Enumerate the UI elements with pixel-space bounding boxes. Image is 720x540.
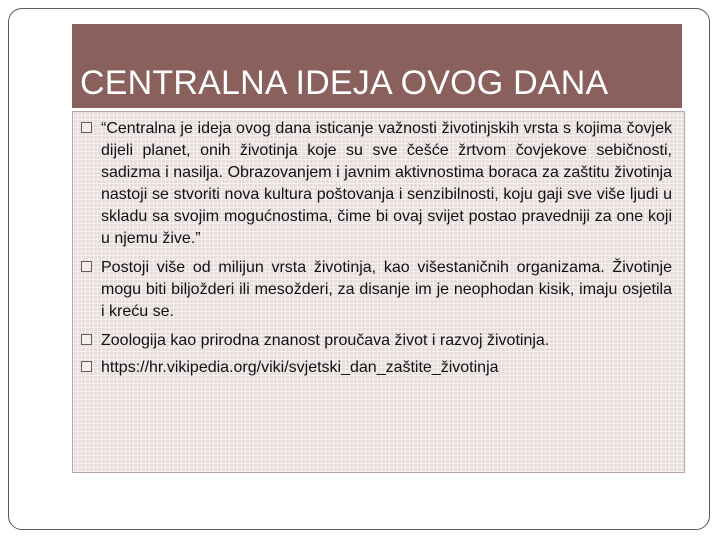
bullet-item-species (80, 257, 672, 323)
square-bullet-icon (81, 261, 92, 272)
bullet-item-link (80, 357, 672, 379)
slide-title: CENTRALNA IDEJA OVOG DANA (80, 64, 609, 102)
bullet-list (80, 118, 672, 384)
source-link[interactable]: https://hr.vikipedia.org/viki/svjetski_dan_zaštite_životinja (101, 359, 499, 376)
square-bullet-icon (81, 122, 92, 133)
bullet-text: Zoologija kao prirodna znanost proučava život i razvoj životinja. (101, 332, 550, 349)
bullet-text: “Centralna je ideja ovog dana isticanje važnosti životinjskih vrsta s kojima čovjek dijeli planet, onih životinja koje su sve češće žrtvom čovjekove sebičnosti, sadizma i nasilja. Obrazovanjem i javnim aktivnostima boraca za zaštitu životinja nastoji se stvoriti nova kultura poštovanja i senzibilnosti, koju gaji sve više ljudi u skladu sa svojim mogućnostima, čime bi ovaj svijet postao pravedniji za one koji u njemu žive.” (101, 120, 672, 247)
square-bullet-icon (81, 361, 92, 372)
bullet-item-zoology (80, 330, 672, 352)
square-bullet-icon (81, 334, 92, 345)
bullet-item-quote (80, 118, 672, 250)
bullet-text: Postoji više od milijun vrsta životinja, kao višestaničnih organizama. Životinje mogu biti biljožderi ili mesožderi, za disanje im je neophodan kisik, imaju osjetila i kreću se. (101, 259, 672, 320)
